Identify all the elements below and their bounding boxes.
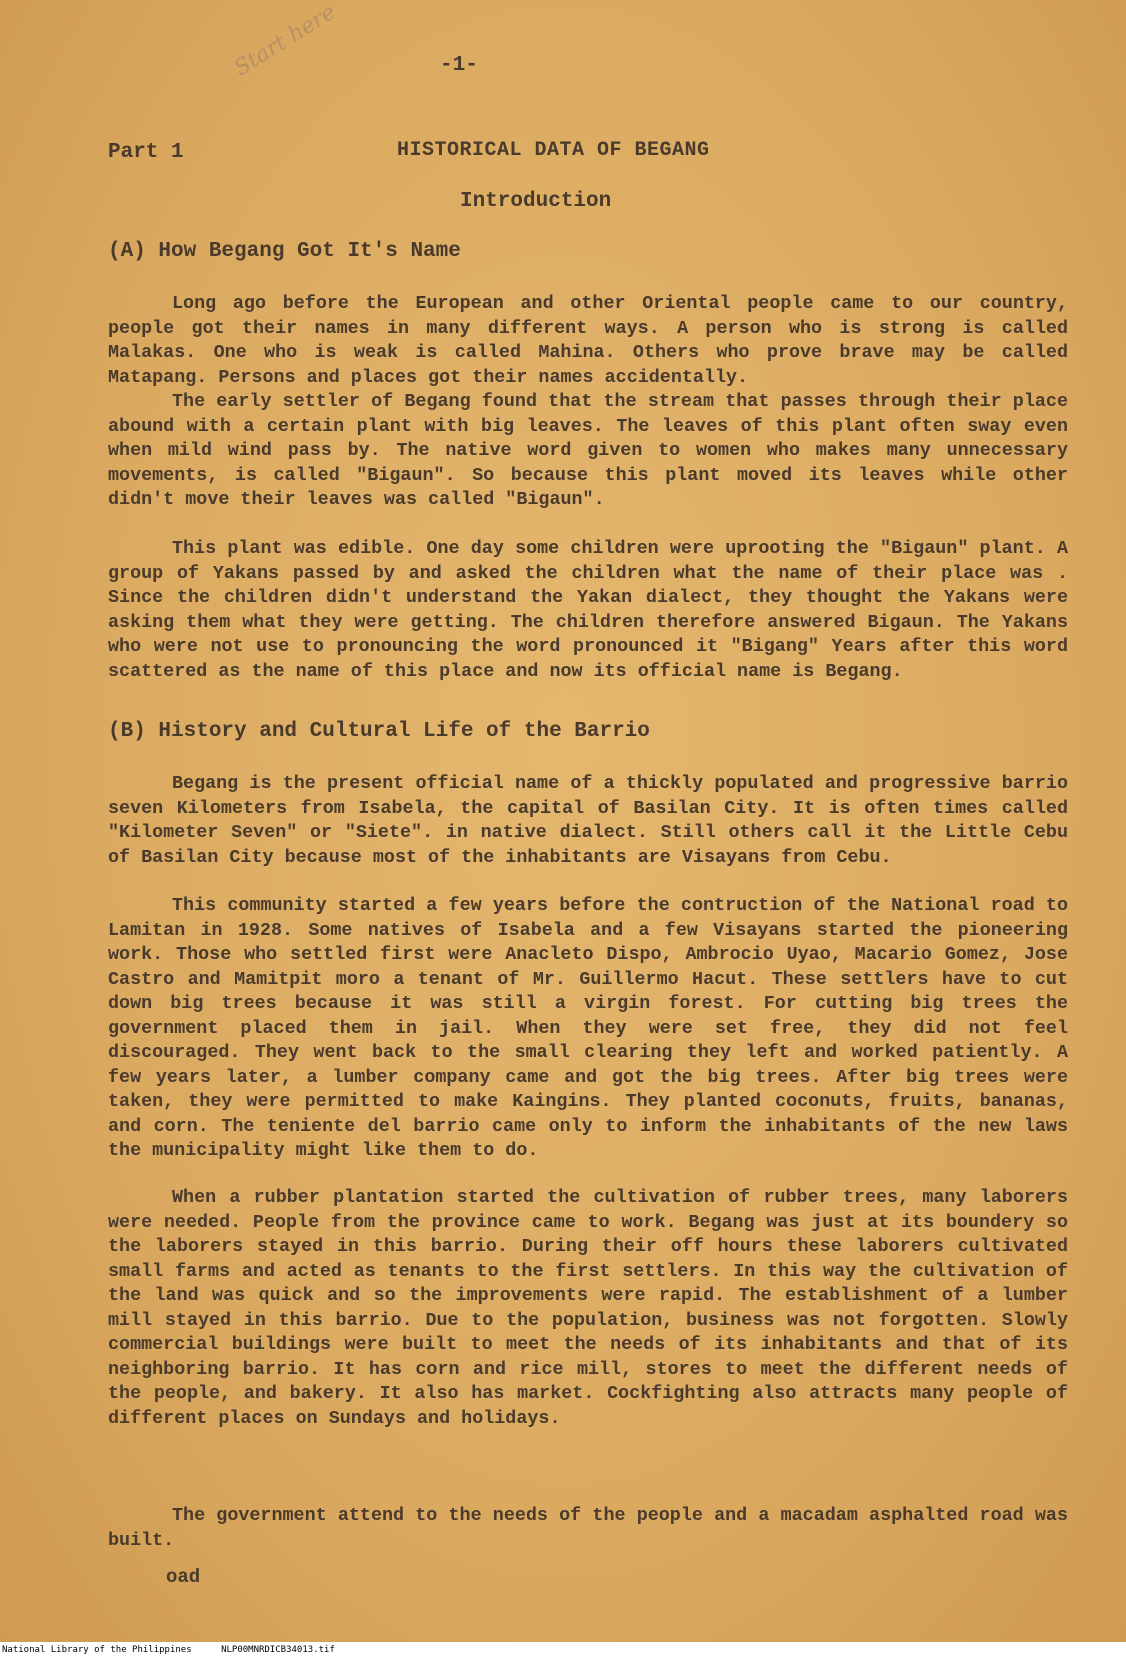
part-label: Part 1 xyxy=(108,141,184,164)
trailing-text: oad xyxy=(166,1566,201,1588)
section-b-paragraph: When a rubber plantation started the cultivation of rubber trees, many laborers were needed. People from the province came to work. Begang was just at its boundery so the laborers stayed in this barrio. During their off hours these laborers cultivated small farms and acted as tenants to the first settlers. In this way the cultivation of the land was quick and so the improvements were rapid. The establishment of a lumber mill stayed in this barrio. Due to the population, business was not forgotten. Slowly commercial buildings were built to meet the needs of its inhabitants and that of its neighboring barrio. It has corn and rice mill, stores to meet the different needs of the people, and bakery. It also has market. Cockfighting also attracts many people of different places on Sundays and holidays. xyxy=(108,1187,1068,1429)
section-b-paragraph: Begang is the present official name of a thickly populated and progressive barrio seven Kilometers from Isabela, the capital of Basilan City. It is often times called "Kilometer Seven" or "Siete". in native dialect. Still others call it the Little Cebu of Basilan City because most of the inhabitants are Visayans from Cebu. xyxy=(108,773,1068,868)
section-a-paragraph: The early settler of Begang found that the stream that passes through their place abound with a certain plant with big leaves. The leaves of this plant often sway even when mild wind pass by. The native word given to women who makes many unnecessary movements, is called "Bigaun". So because this plant moved its leaves while other didn't move their leaves was called "Bigaun". xyxy=(108,391,1068,510)
section-a-heading: (A) How Begang Got It's Name xyxy=(108,240,461,263)
section-a-paragraph: This plant was edible. One day some children were uprooting the "Bigaun" plant. A group of Yakans passed by and asked the children what the name of their place was . Since the children didn't understand the Yakan dialect, they thought the Yakans were asking them what they were getting. The children therefore answered Bigaun. The Yakans who were not use to pronouncing the word pronounced it "Bigang" Years after this word scattered as the name of this place and now its official name is Begang. xyxy=(108,538,1068,682)
page-number: -1- xyxy=(440,54,478,77)
section-a-paragraph: Long ago before the European and other Oriental people came to our country, people got their names in many different ways. A person who is strong is called Malakas. One who is weak is called Mahina. Others who prove brave may be called Matapang. Persons and places got their names accidentally. xyxy=(108,293,1068,388)
section-b-paragraph: This community started a few years before the contruction of the National road to Lamitan in 1928. Some natives of Isabela and a few Visayans started the pioneering work. Those who settled first were Anacleto Dispo, Ambrocio Uyao, Macario Gomez, Jose Castro and Mamitpit moro a tenant of Mr. Guillermo Hacut. These settlers have to cut down big trees because it was still a virgin forest. For cutting big trees the government placed them in jail. When they were set free, they did not feel discouraged. They went back to the small clearing they left and worked patiently. A few years later, a lumber company came and got the big trees. After big trees were taken, they were permitted to make Kaingins. They planted coconuts, fruits, bananas, and corn. The teniente del barrio came only to inform the inhabitants of the new laws the municipality might like them to do. xyxy=(108,895,1068,1161)
file-id: NLP00MNRDICB34013.tif xyxy=(221,1645,335,1655)
introduction-heading: Introduction xyxy=(460,190,612,213)
section-b-heading: (B) History and Cultural Life of the Barrio xyxy=(108,720,650,743)
scan-footer xyxy=(0,1642,1126,1658)
section-b-paragraph: The government attend to the needs of the people and a macadam asphalted road was built. xyxy=(108,1505,1068,1551)
document-title: HISTORICAL DATA OF BEGANG xyxy=(397,139,710,162)
library-credit: National Library of the Philippines xyxy=(2,1645,192,1655)
handwritten-note: Start here xyxy=(230,0,341,82)
